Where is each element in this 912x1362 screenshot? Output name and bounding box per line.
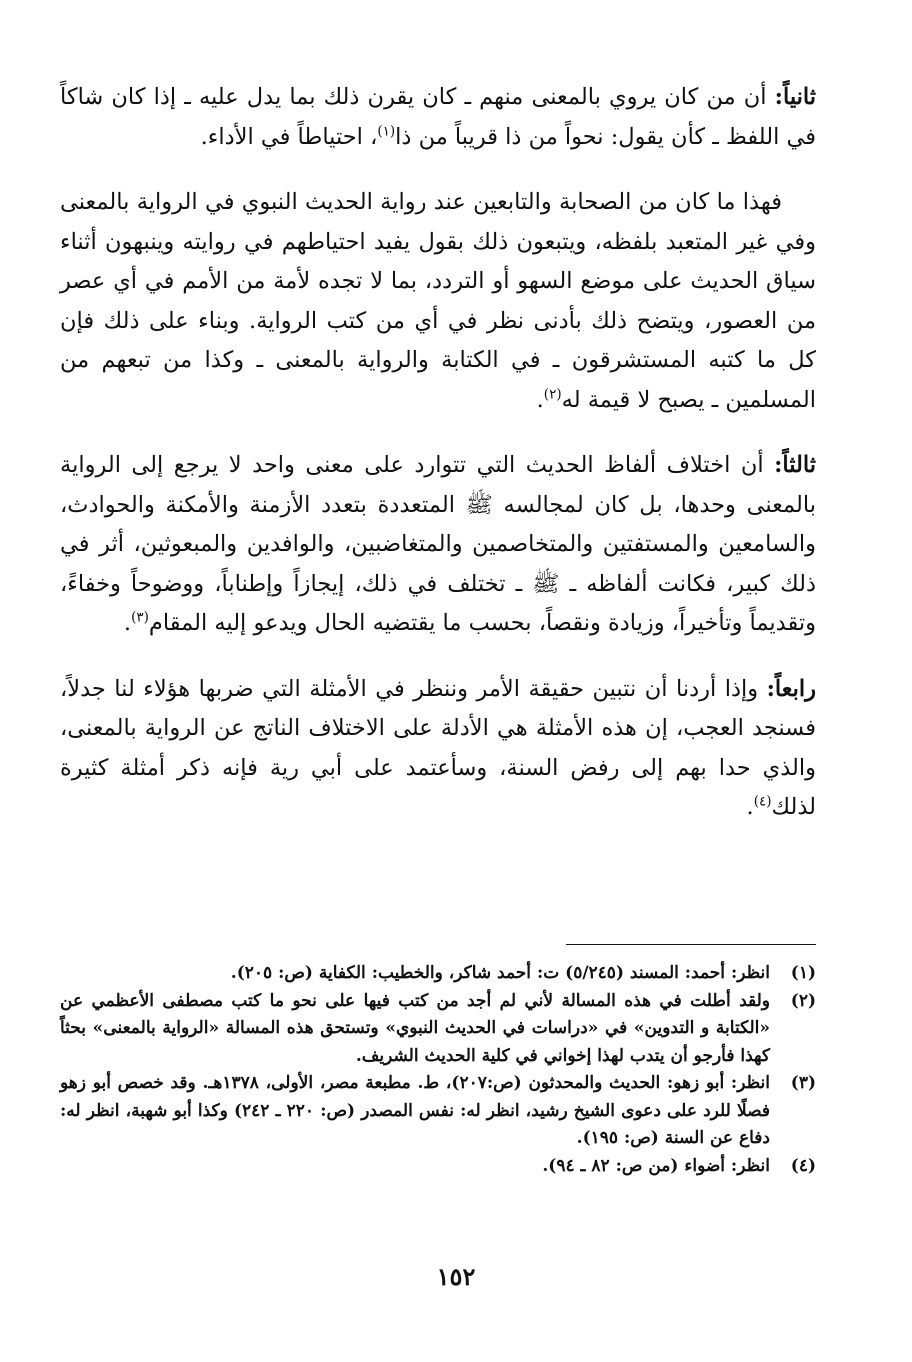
- footnote-item: [60, 1153, 816, 1181]
- footnote-item: [60, 960, 816, 988]
- footnote-ref[interactable]: (٢): [543, 386, 562, 402]
- footnote-ref[interactable]: (٤): [753, 793, 772, 810]
- page-number: ١٥٢: [436, 1262, 476, 1291]
- paragraph-lead: ثالثاً:: [774, 452, 816, 478]
- footnote-number: (٤): [790, 1155, 816, 1176]
- paragraph-text: أن من كان يروي بالمعنى منهم ـ كان يقرن ذلك بما يدل عليه ـ إذا كان شاكاً في اللفظ ـ كأن يقول: نحواً من ذا قريباً من ذا: [60, 84, 816, 150]
- paragraph-lead: ثانياً:: [774, 84, 817, 110]
- paragraph-fourth-point: [60, 670, 816, 828]
- paragraph-tail: .: [746, 794, 754, 820]
- footnote-text: ولقد أطلت في هذه المسالة لأني لم أجد من كتب فيها على نحو ما كتب مصطفى الأعظمي عن «الكتابة و التدوين» في «دراسات في الحديث النبوي» وتستحق هذه المسالة «الرواية بالمعنى» بحثاً كهذا فأرجو أن يتدب لهذا إخواني في كلية الحديث الشريف.: [60, 990, 770, 1066]
- footnote-text: انظر: أضواء (من ص: ٨٢ ـ ٩٤).: [542, 1155, 770, 1176]
- footnote-number: (٢): [790, 990, 816, 1011]
- footnote-divider: [566, 944, 816, 945]
- footnote-number: (١): [790, 963, 816, 983]
- paragraph-text: وإذا أردنا أن نتبين حقيقة الأمر وننظر في الأمثلة التي ضربها هؤلاء لنا جدلاً، فسنجد العجب، إن هذه الأمثلة هي الأدلة على الاختلاف الناتج عن الرواية بالمعنى، والذي حدا بهم إلى رفض السنة، وسأعتمد على أبي رية فإنه ذكر أمثلة كثيرة لذلك: [60, 675, 816, 820]
- footnote-item: [60, 988, 816, 1071]
- footnote-item: [60, 1070, 816, 1153]
- paragraph-text: فهذا ما كان من الصحابة والتابعين عند رواية الحديث النبوي في الرواية بالمعنى وفي غير المتعبد بلفظه، ويتبعون ذلك بقول يفيد احتياطهم في روايته وينبهون أثناء سياق الحديث على موضع السهو أو التردد، بما لا تجده لأمة من الأمم في أي عصر من العصور، ويتضح ذلك بأدنى نظر في أي من كتب الرواية. وبناء على ذلك فإن كل ما كتبه المستشرقون ـ في الكتابة والرواية بالمعنى ـ وكذا من تبعهم من المسلمين ـ يصبح لا قيمة له: [60, 189, 816, 413]
- paragraph-second-point: [60, 78, 816, 157]
- paragraph-tail: ، احتياطاً في الأداء.: [200, 123, 378, 150]
- footnote-ref[interactable]: (٣): [131, 609, 149, 626]
- paragraph-summary: [60, 183, 816, 420]
- paragraph-third-point: [60, 446, 816, 644]
- footnotes: [60, 960, 816, 1180]
- paragraph-text: أن اختلاف ألفاظ الحديث التي تتوارد على معنى واحد لا يرجع إلى الرواية بالمعنى وحدها، بل كان لمجالسه ﷺ المتعددة بتعدد الأزمنة والأمكنة والحوادث، والسامعين والمستفتين والمتخاصمين والمتغاضبين، والوافدين والمبعوثين، أثر في ذلك كبير، فكانت ألفاظه ـ ﷺ ـ تختلف في ذلك، إيجازاً وإطناباً، ووضوحاً وخفاءً، وتقديماً وتأخيراً، وزيادة ونقصاً، بحسب ما يقتضيه الحال ويدعو إليه المقام: [60, 452, 816, 636]
- main-text: [60, 78, 816, 854]
- paragraph-tail: .: [536, 386, 544, 413]
- footnote-number: (٣): [790, 1073, 816, 1093]
- footnote-text: انظر: أبو زهو: الحديث والمحدثون (ص:٢٠٧)، ط. مطبعة مصر، الأولى، ١٣٧٨هـ. وقد خصص أبو زهو فصلًا للرد على دعوى الشيخ رشيد، انظر له: نفس المصدر (ص: ٢٢٠ ـ ٢٤٢) وكذا أبو شهبة، انظر له: دفاع عن السنة (ص: ١٩٥).: [60, 1073, 770, 1148]
- paragraph-lead: رابعاً:: [766, 675, 816, 702]
- paragraph-tail: .: [123, 610, 132, 636]
- footnote-ref[interactable]: (١): [377, 123, 396, 139]
- footnote-text: انظر: أحمد: المسند (٥/٢٤٥) ت: أحمد شاكر، والخطيب: الكفاية (ص: ٢٠٥).: [230, 963, 770, 983]
